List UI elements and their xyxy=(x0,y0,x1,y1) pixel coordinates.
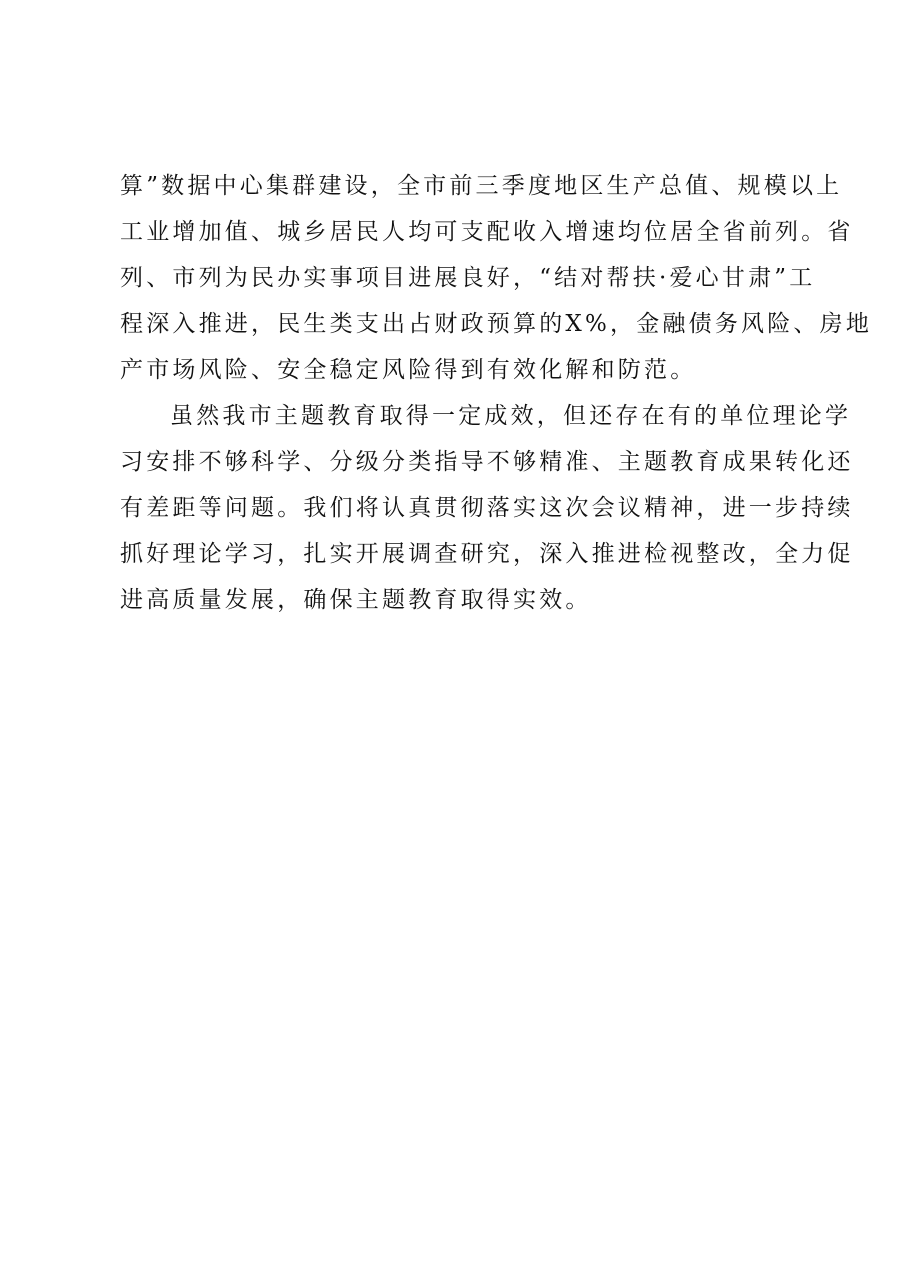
paragraph-2 xyxy=(120,393,854,623)
paragraph-line: 算”数据中心集群建设，全市前三季度地区生产总值、规模以上 xyxy=(120,173,843,199)
paragraph-line: 程深入推进，民生类支出占财政预算的X%，金融债务风险、房地 xyxy=(120,311,873,337)
paragraph-line: 习安排不够科学、分级分类指导不够精准、主题教育成果转化还 xyxy=(120,449,854,475)
paragraph-line: 列、市列为民办实事项目进展良好，“结对帮扶·爱心甘肃”工 xyxy=(120,265,816,291)
paragraph-1 xyxy=(120,163,873,393)
paragraph-line: 产市场风险、安全稳定风险得到有效化解和防范。 xyxy=(120,357,697,383)
paragraph-line: 进高质量发展，确保主题教育取得实效。 xyxy=(120,587,592,613)
paragraph-line: 抓好理论学习，扎实开展调查研究，深入推进检视整改，全力促 xyxy=(120,541,854,567)
paragraph-line: 虽然我市主题教育取得一定成效，但还存在有的单位理论学 xyxy=(170,403,852,429)
paragraph-line: 工业增加值、城乡居民人均可支配收入增速均位居全省前列。省 xyxy=(120,219,854,245)
paragraph-line: 有差距等问题。我们将认真贯彻落实这次会议精神，进一步持续 xyxy=(120,495,854,521)
